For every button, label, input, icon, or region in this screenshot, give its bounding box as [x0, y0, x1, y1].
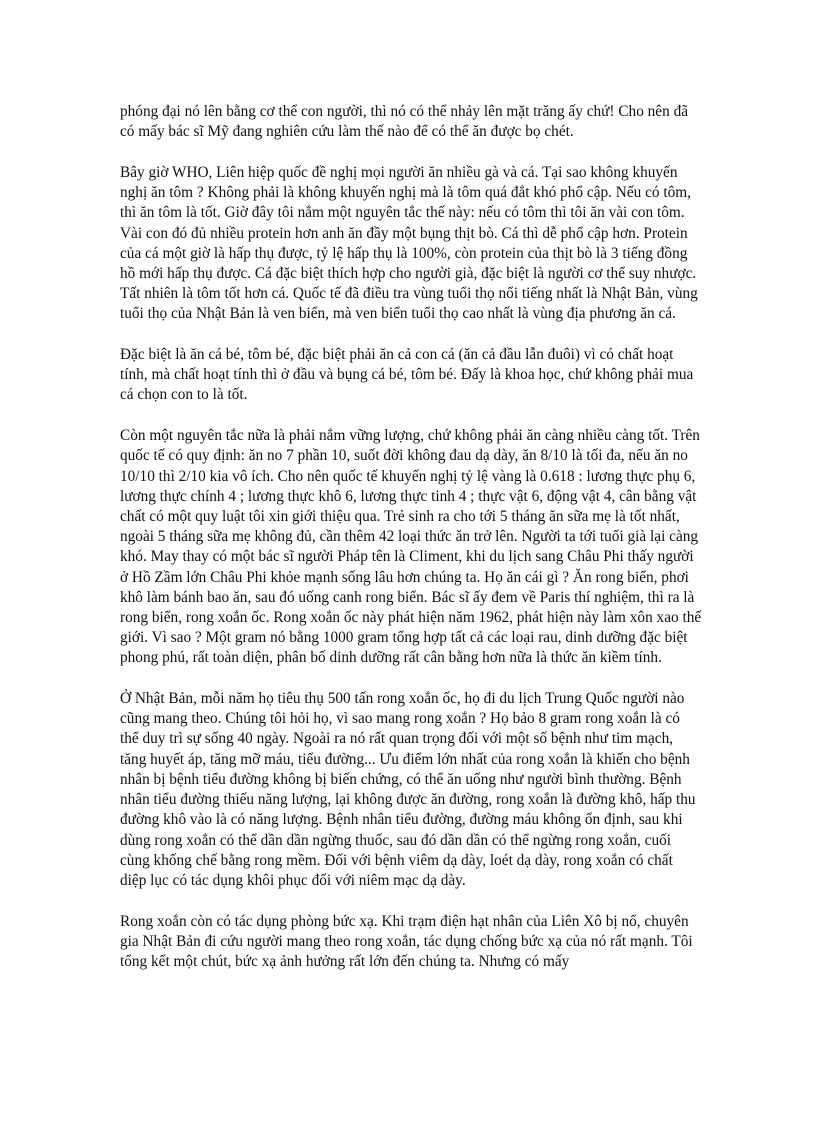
paragraph-3: Đặc biệt là ăn cá bé, tôm bé, đặc biệt phải ăn cả con cá (ăn cả đầu lẫn đuôi) vì có chất hoạt tính, mà chất hoạt tính thì ở đầu và bụng cá bé, tôm bé. Đấy là khoa học, chứ không phải mua cá chọn con to là tốt.	[120, 346, 694, 404]
paragraph-5: Ở Nhật Bản, mỗi năm họ tiêu thụ 500 tấn rong xoắn ốc, họ đi du lịch Trung Quốc người nào cũng mang theo. Chúng tôi hỏi họ, vì sao mang rong xoắn ? Họ bảo 8 gram rong xoắn là có thể duy trì sự sống 40 ngày. Ngoài ra nó rất quan trọng đối với một số bệnh như tim mạch, tăng huyết áp, tăng mỡ máu, tiểu đường... Ưu điểm lớn nhất của rong xoắn là khiến cho bệnh nhân bị bệnh tiểu đường không bị biến chứng, có thể ăn uống như người bình thường. Bệnh nhân tiểu đường thiếu năng lượng, lại không được ăn đường, rong xoắn là đường khô, hấp thu đường khô vào là có năng lượng. Bệnh nhân tiểu đường, đường máu không ổn định, sau khi dùng rong xoắn có thể dần dần ngừng thuốc, sau đó dần dần có thể ngừng rong xoắn, cuối cùng khống chế bằng rong mềm. Đối với bệnh viêm dạ dày, loét dạ dày, rong xoắn có chất diệp lục có tác dụng khôi phục đối với niêm mạc dạ dày.	[120, 690, 696, 889]
paragraph-2: Bây giờ WHO, Liên hiệp quốc đề nghị mọi người ăn nhiều gà và cá. Tại sao không khuyến nghị ăn tôm ? Không phải là không khuyến nghị mà là tôm quá đắt khó phổ cập. Nếu có tôm, thì ăn tôm là tốt. Giờ đây tôi nắm một nguyên tắc thế này: nếu có tôm thì tôi ăn vài con tôm. Vài con đó đủ nhiều protein hơn anh ăn đầy một bụng thịt bò. Cá thì dễ phổ cập hơn. Protein của cá một giờ là hấp thụ được, tỷ lệ hấp thụ là 100%, còn protein của thịt bò là 3 tiếng đồng hồ mới hấp thụ được. Cá đặc biệt thích hợp cho người già, đặc biệt là người cơ thể suy nhược. Tất nhiên là tôm tốt hơn cá. Quốc tế đã điều tra vùng tuổi thọ nổi tiếng nhất là Nhật Bản, vùng tuổi thọ của Nhật Bản là ven biển, mà ven biển tuổi thọ cao nhất là vùng địa phương ăn cá.	[120, 163, 698, 323]
paragraph-4: Còn một nguyên tắc nữa là phải nắm vững lượng, chứ không phải ăn càng nhiều càng tốt. Trên quốc tế có quy định: ăn no 7 phần 10, suốt đời không đau dạ dày, ăn 8/10 là tối đa, nếu ăn no 10/10 thì 2/10 kia vô ích. Cho nên quốc tế khuyến nghị tỷ lệ vàng là 0.618 : lương thực phụ 6, lương thực chính 4 ; lương thực khô 6, lương thực tinh 4 ; thực vật 6, động vật 4, cân bằng vật chất có một quy luật tôi xin giới thiệu qua. Trẻ sinh ra cho tới 5 tháng ăn sữa mẹ là tốt nhất, ngoài 5 tháng sữa mẹ không đủ, cần thêm 42 loại thức ăn trở lên. Người ta tới tuổi già lại càng khó. May thay có một bác sĩ người Pháp tên là Climent, khi du lịch sang Châu Phi thấy người ở Hồ Zầm lớn Châu Phi khỏe mạnh sống lâu hơn chúng ta. Họ ăn cái gì ? Ăn rong biển, phơi khô làm bánh bao ăn, sau đó uống canh rong biển. Bác sĩ ấy đem về Paris thí nghiệm, thì ra là rong biển, rong xoắn ốc. Rong xoắn ốc này phát hiện năm 1962, phát hiện này làm xôn xao thế giới. Vì sao ? Một gram nó bằng 1000 gram tổng hợp tất cả các loại rau, dinh dưỡng đặc biệt phong phú, rất toàn diện, phân bố dinh dưỡng rất cân bằng hơn nữa là thức ăn kiềm tính.	[120, 427, 702, 667]
document-page	[120, 102, 702, 972]
paragraph-1: phóng đại nó lên bằng cơ thể con người, thì nó có thể nhảy lên mặt trăng ấy chứ! Cho nên đã có mấy bác sĩ Mỹ đang nghiên cứu làm thế nào để có thể ăn được bọ chét.	[120, 103, 689, 141]
paragraph-6: Rong xoắn còn có tác dụng phòng bức xạ. Khi trạm điện hạt nhân của Liên Xô bị nổ, chuyên gia Nhật Bản đi cứu người mang theo rong xoắn, tác dụng chống bức xạ của nó rất mạnh. Tôi tổng kết một chút, bức xạ ảnh hưởng rất lớn đến chúng ta. Nhưng có mấy	[120, 912, 693, 971]
